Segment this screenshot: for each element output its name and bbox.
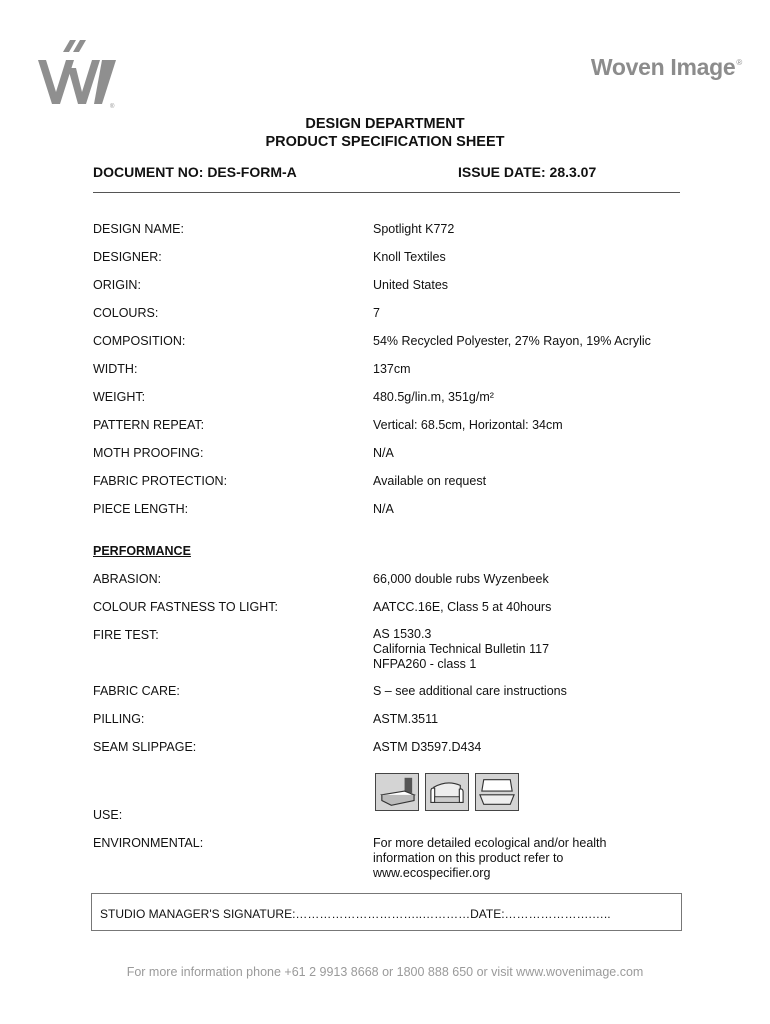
spec-label-moth-proofing: MOTH PROOFING:	[93, 446, 204, 460]
document-number: DOCUMENT NO: DES-FORM-A	[93, 164, 297, 180]
perf-value-seam-slippage: ASTM D3597.D434	[373, 740, 482, 754]
perf-label-abrasion: ABRASION:	[93, 572, 162, 586]
perf-label-fire-test: FIRE TEST:	[93, 628, 159, 642]
spec-value-designer: Knoll Textiles	[373, 250, 446, 264]
spec-label-design-name: DESIGN NAME:	[93, 222, 184, 236]
perf-label-fabric-care: FABRIC CARE:	[93, 684, 180, 698]
cushion-icon	[475, 773, 519, 811]
footer-contact: For more information phone +61 2 9913 8668 or 1800 888 650 or visit www.wovenimage.com	[126, 965, 644, 979]
spec-value-piece-length: N/A	[373, 502, 394, 516]
signature-line: STUDIO MANAGER'S SIGNATURE:…………………………..…………DATE:………………….…..	[100, 907, 611, 921]
use-icons	[375, 773, 525, 811]
fire-test-line: NFPA260 - class 1	[373, 657, 477, 671]
spec-value-pattern-repeat: Vertical: 68.5cm, Horizontal: 34cm	[373, 418, 563, 432]
sheet-title: PRODUCT SPECIFICATION SHEET	[265, 134, 505, 150]
spec-label-colours: COLOURS:	[93, 306, 159, 320]
chair-seat-icon	[375, 773, 419, 811]
issue-date: ISSUE DATE: 28.3.07	[458, 164, 597, 180]
spec-label-piece-length: PIECE LENGTH:	[93, 502, 189, 516]
registered-mark: ®	[736, 58, 742, 67]
perf-value-colour-fastness: AATCC.16E, Class 5 at 40hours	[373, 600, 552, 614]
header-divider	[93, 192, 680, 193]
spec-value-weight: 480.5g/lin.m, 351g/m²	[373, 390, 494, 404]
department-title: DESIGN DEPARTMENT	[305, 116, 465, 132]
spec-value-fabric-protection: Available on request	[373, 474, 487, 488]
spec-value-origin: United States	[373, 278, 449, 292]
perf-label-pilling: PILLING:	[93, 712, 145, 726]
sofa-icon	[425, 773, 469, 811]
performance-heading: PERFORMANCE	[93, 544, 191, 558]
svg-text:®: ®	[110, 104, 115, 110]
fire-test-line: AS 1530.3	[373, 627, 432, 641]
spec-label-origin: ORIGIN:	[93, 278, 141, 292]
fire-test-line: California Technical Bulletin 117	[373, 642, 550, 656]
perf-value-fabric-care: S – see additional care instructions	[373, 684, 567, 698]
spec-value-composition: 54% Recycled Polyester, 27% Rayon, 19% Acrylic	[373, 334, 651, 348]
woven-image-logo-icon	[36, 38, 120, 110]
use-label: USE:	[93, 808, 123, 822]
spec-value-design-name: Spotlight K772	[373, 222, 455, 236]
spec-label-composition: COMPOSITION:	[93, 334, 186, 348]
spec-label-fabric-protection: FABRIC PROTECTION:	[93, 474, 228, 488]
environmental-line: information on this product refer to	[373, 851, 564, 865]
perf-value-fire-test	[373, 627, 549, 672]
spec-label-weight: WEIGHT:	[93, 390, 146, 404]
perf-label-colour-fastness: COLOUR FASTNESS TO LIGHT:	[93, 600, 278, 614]
spec-value-moth-proofing: N/A	[373, 446, 394, 460]
spec-value-width: 137cm	[373, 362, 411, 376]
environmental-label: ENVIRONMENTAL:	[93, 836, 204, 850]
spec-label-width: WIDTH:	[93, 362, 138, 376]
brand-name: Woven Image®	[590, 54, 742, 80]
spec-label-pattern-repeat: PATTERN REPEAT:	[93, 418, 205, 432]
spec-value-colours: 7	[373, 306, 380, 320]
spec-label-designer: DESIGNER:	[93, 250, 162, 264]
perf-value-pilling: ASTM.3511	[373, 712, 439, 726]
perf-value-abrasion: 66,000 double rubs Wyzenbeek	[373, 572, 549, 586]
environmental-link: www.ecospecifier.org	[373, 866, 491, 880]
environmental-line: For more detailed ecological and/or health	[373, 836, 607, 850]
perf-label-seam-slippage: SEAM SLIPPAGE:	[93, 740, 197, 754]
environmental-value	[373, 836, 606, 881]
